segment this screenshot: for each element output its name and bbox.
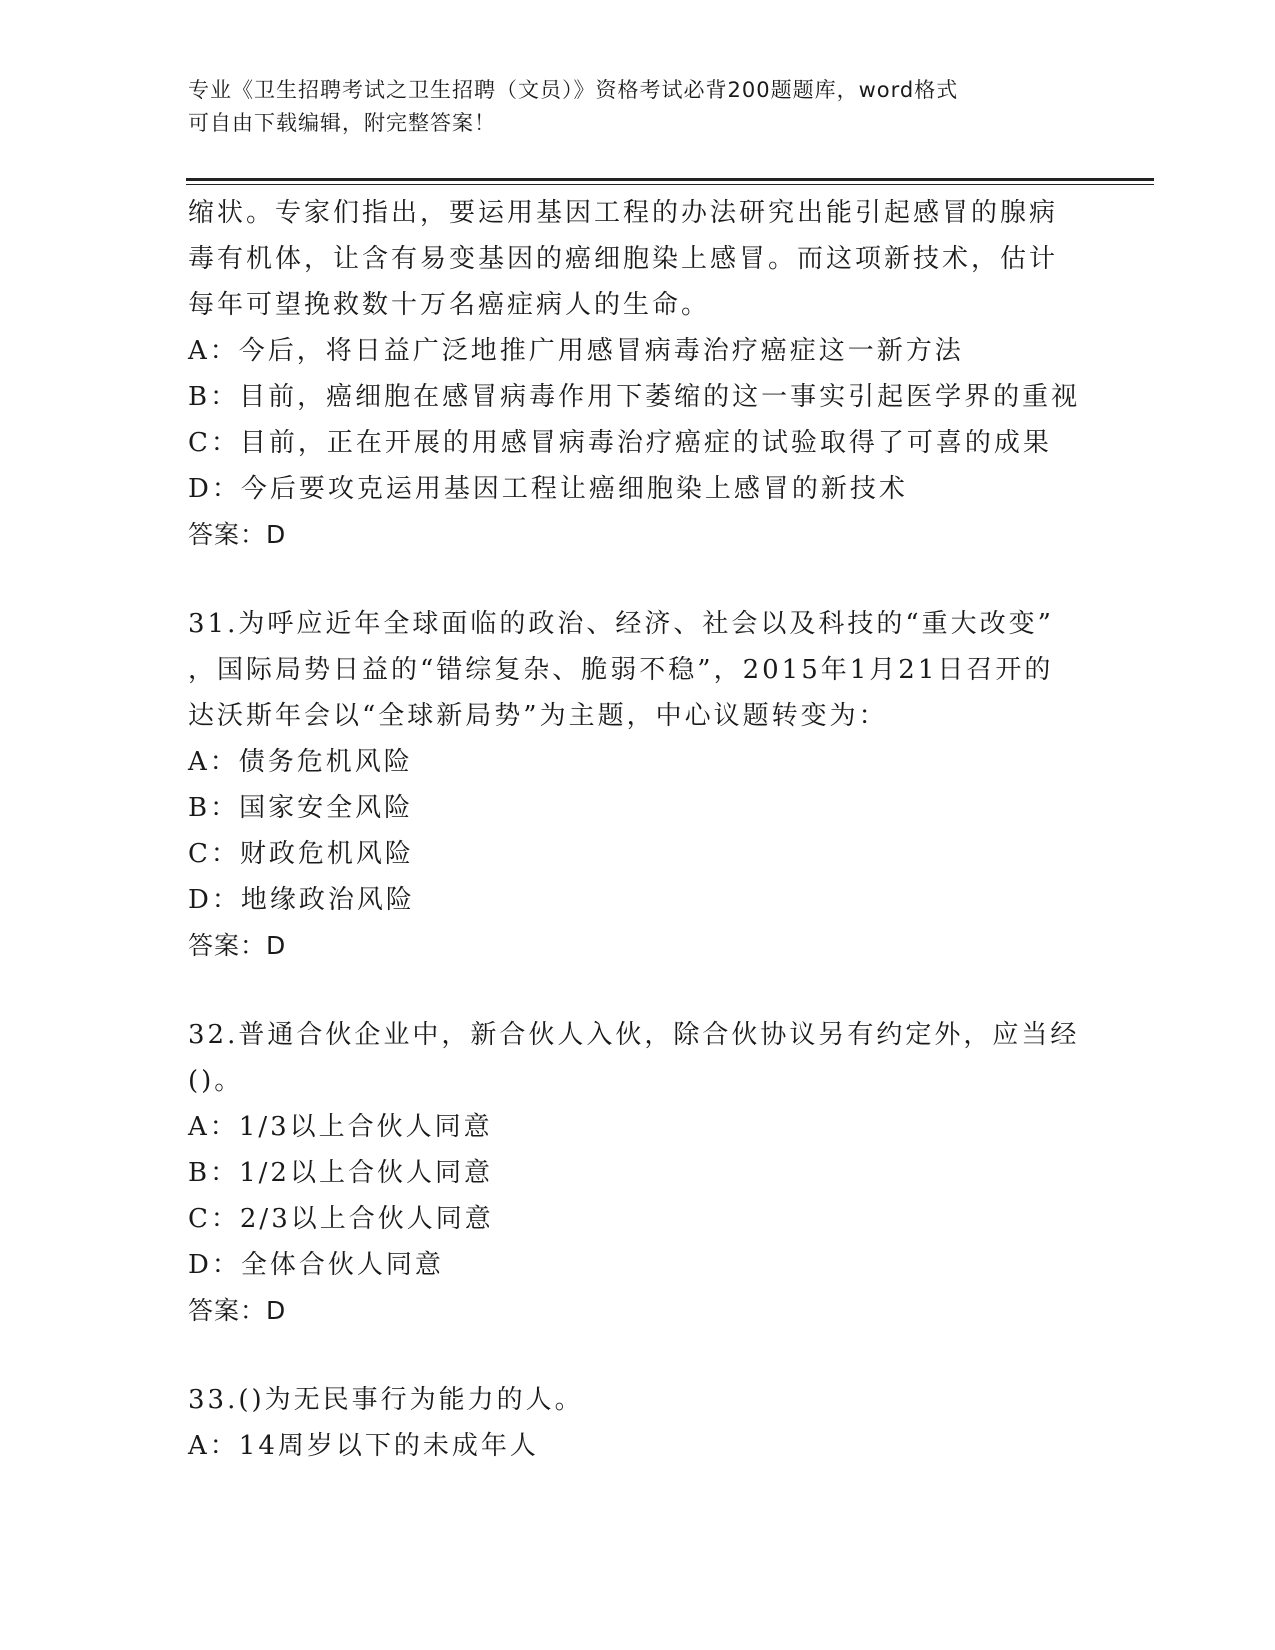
option-c: C：目前，正在开展的用感冒病毒治疗癌症的试验取得了可喜的成果 bbox=[188, 428, 1052, 458]
answer-line: 答案：D bbox=[188, 520, 287, 549]
option-b: B：国家安全风险 bbox=[188, 793, 414, 823]
question-stem-line: 达沃斯年会以“全球新局势”为主题，中心议题转变为： bbox=[188, 701, 888, 731]
answer-line: 答案：D bbox=[188, 931, 287, 960]
option-d: D：地缘政治风险 bbox=[188, 885, 415, 915]
question-stem-line: 每年可望挽救数十万名癌症病人的生命。 bbox=[188, 290, 711, 320]
header-divider-thick bbox=[186, 178, 1154, 181]
question-stem-line: 33.()为无民事行为能力的人。 bbox=[188, 1385, 584, 1415]
spacer bbox=[188, 558, 1088, 601]
question-stem-line: 缩状。专家们指出，要运用基因工程的办法研究出能引起感冒的腺病 bbox=[188, 198, 1059, 228]
option-a: A：债务危机风险 bbox=[188, 747, 413, 777]
question-stem-line: ()。 bbox=[188, 1066, 244, 1096]
question-33 bbox=[188, 1377, 1088, 1469]
question-30 bbox=[188, 190, 1088, 558]
option-a: A：14周岁以下的未成年人 bbox=[188, 1431, 539, 1461]
option-d: D：全体合伙人同意 bbox=[188, 1250, 444, 1280]
option-d: D：今后要攻克运用基因工程让癌细胞染上感冒的新技术 bbox=[188, 474, 908, 504]
option-a: A：1/3以上合伙人同意 bbox=[188, 1112, 493, 1142]
header-divider-thin bbox=[186, 184, 1154, 185]
spacer bbox=[188, 1334, 1088, 1377]
header-line-2: 可自由下载编辑，附完整答案！ bbox=[188, 111, 496, 135]
option-c: C：2/3以上合伙人同意 bbox=[188, 1204, 494, 1234]
option-b: B：1/2以上合伙人同意 bbox=[188, 1158, 493, 1188]
spacer bbox=[188, 969, 1088, 1012]
question-stem-line: 31.为呼应近年全球面临的政治、经济、社会以及科技的“重大改变” bbox=[188, 609, 1054, 639]
question-stem-line: 32.普通合伙企业中，新合伙人入伙，除合伙协议另有约定外，应当经 bbox=[188, 1020, 1080, 1050]
header-line-1: 专业《卫生招聘考试之卫生招聘（文员）》资格考试必背200题题库，word格式 bbox=[188, 78, 959, 102]
question-32 bbox=[188, 1012, 1088, 1334]
question-stem-line: 毒有机体，让含有易变基因的癌细胞染上感冒。而这项新技术，估计 bbox=[188, 244, 1059, 274]
answer-line: 答案：D bbox=[188, 1296, 287, 1325]
option-a: A：今后，将日益广泛地推广用感冒病毒治疗癌症这一新方法 bbox=[188, 336, 964, 366]
document-header bbox=[188, 74, 1068, 140]
option-b: B：目前，癌细胞在感冒病毒作用下萎缩的这一事实引起医学界的重视 bbox=[188, 382, 1081, 412]
question-list bbox=[188, 190, 1088, 1469]
question-31 bbox=[188, 601, 1088, 969]
option-c: C：财政危机风险 bbox=[188, 839, 414, 869]
question-stem-line: ，国际局势日益的“错综复杂、脆弱不稳”，2015年1月21日召开的 bbox=[188, 655, 1054, 685]
